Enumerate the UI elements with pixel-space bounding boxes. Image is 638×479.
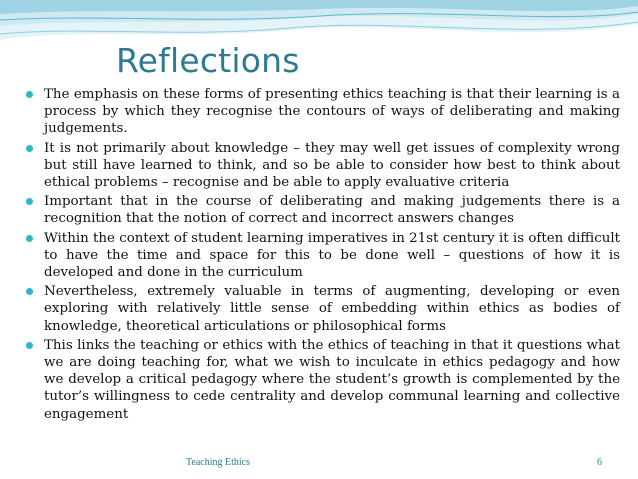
- bullet-icon: [26, 145, 33, 152]
- bullet-item: [24, 86, 620, 138]
- bullet-text: Nevertheless, extremely valuable in terms of augmenting, developing or even exploring with relatively little sense of embedding within ethics as bodies of knowledge, theoretical articulations or philosophical forms: [44, 284, 620, 334]
- bullet-text: It is not primarily about knowledge – they may well get issues of complexity wrong but still have learned to think, and so be able to consider how best to think about ethical problems – recognise and be able to apply evaluative criteria: [44, 140, 620, 191]
- bullet-text: Within the context of student learning imperatives in 21st century it is often difficult to have the time and space for this to be done well – questions of how it is developed and done in the curriculum: [44, 230, 620, 281]
- bullet-icon: [26, 288, 33, 295]
- footer-label: Teaching Ethics: [186, 457, 250, 468]
- header-wave-decoration: [0, 0, 638, 70]
- slide-content: [24, 86, 620, 425]
- bullet-list: [24, 86, 620, 423]
- bullet-icon: [26, 342, 33, 349]
- bullet-item: [24, 337, 620, 423]
- bullet-text: Important that in the course of deliberating and making judgements there is a recognition that the notion of correct and incorrect answers changes: [44, 194, 620, 227]
- bullet-icon: [26, 235, 33, 242]
- page-number: 6: [597, 457, 602, 468]
- bullet-icon: [26, 91, 33, 98]
- bullet-item: [24, 193, 620, 227]
- bullet-item: [24, 230, 620, 282]
- bullet-item: [24, 140, 620, 192]
- bullet-icon: [26, 198, 33, 205]
- bullet-text: The emphasis on these forms of presenting ethics teaching is that their learning is a process by which they recognise the contours of ways of deliberating and making judgements.: [44, 87, 620, 137]
- slide-title: Reflections: [116, 41, 300, 80]
- bullet-item: [24, 283, 620, 335]
- bullet-text: This links the teaching or ethics with the ethics of teaching in that it questions what we are doing teaching for, what we wish to inculcate in ethics pedagogy and how we develop a critical pedagogy where the student’s growth is complemented by the tutor’s willingness to cede centrality and develop communal learning and collective engagement: [44, 337, 620, 422]
